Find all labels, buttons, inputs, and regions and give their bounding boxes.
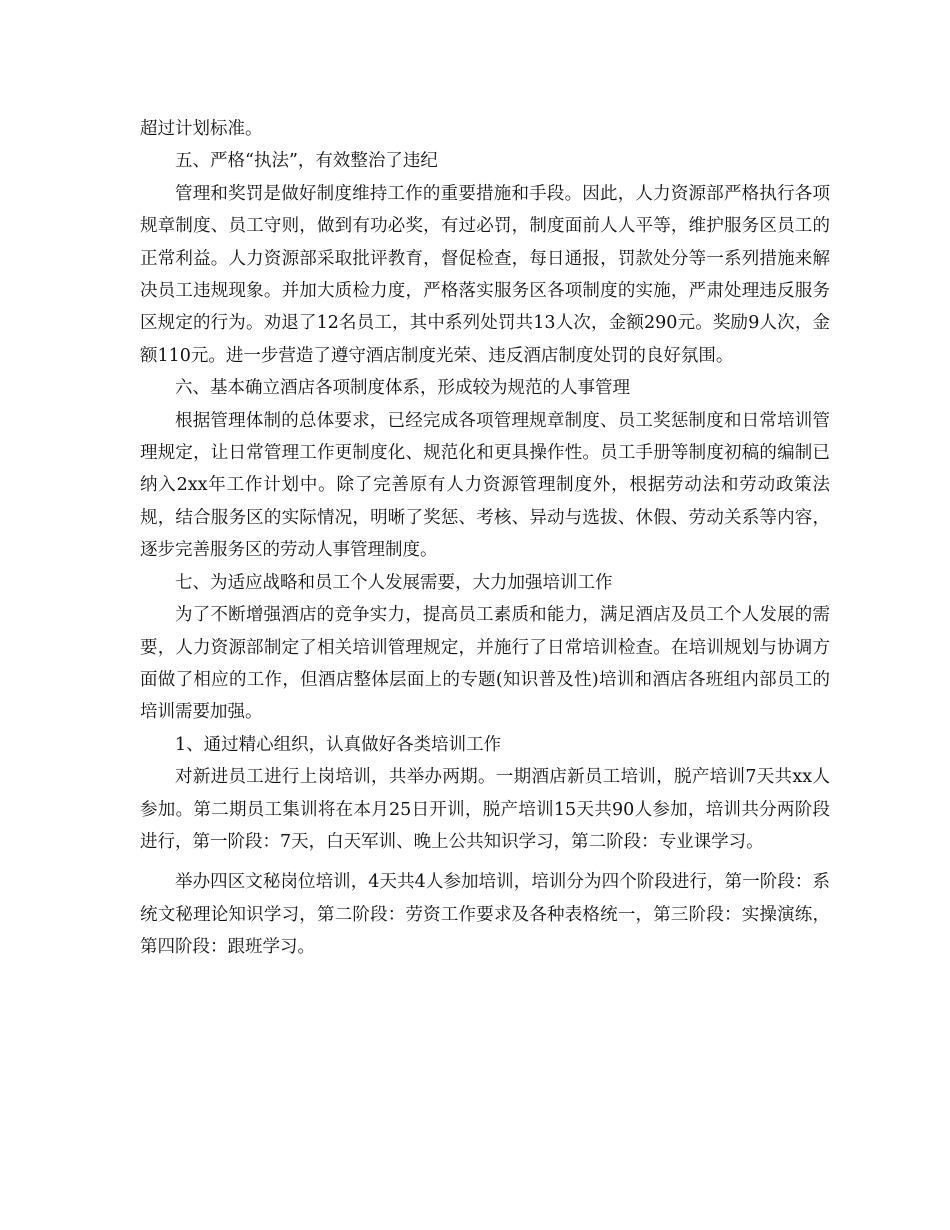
paragraph-secretary: 举办四区文秘岗位培训，4天共4人参加培训，培训分为四个阶段进行，第一阶段：系统文秘理论知识学习，第二阶段：劳资工作要求及各种表格统一，第三阶段：实操演练，第四阶段：跟班学习。 bbox=[140, 872, 830, 958]
paragraph-new-staff: 对新进员工进行上岗培训，共举办两期。一期酒店新员工培训，脱产培训7天共xx人参加。第二期员工集训将在本月25日开训，脱产培训15天共90人参加，培训共分两阶段进行，第一阶段：7天，白天军训、晚上公共知识学习，第二阶段：专业课学习。 bbox=[140, 767, 830, 852]
paragraph-continuation: 超过计划标准。 bbox=[140, 119, 263, 139]
section-heading-5: 五、严格“执法”，有效整治了违纪 bbox=[175, 151, 438, 172]
document-body bbox=[140, 113, 830, 964]
section-heading-6: 六、基本确立酒店各项制度体系，形成较为规范的人事管理 bbox=[175, 378, 630, 399]
paragraph-discipline: 管理和奖罚是做好制度维持工作的重要措施和手段。因此，人力资源部严格执行各项规章制度、员工守则，做到有功必奖，有过必罚，制度面前人人平等，维护服务区员工的正常利益。人力资源部采取批评教育，督促检查，每日通报，罚款处分等一系列措施来解决员工违规现象。并加大质检力度，严格落实服务区各项制度的实施，严肃处理违反服务区规定的行为。劝退了12名员工，其中系列处罚共13人次，金额290元。奖励9人次，金额110元。进一步营造了遵守酒店制度光荣、违反酒店制度处罚的良好氛围。 bbox=[140, 183, 830, 366]
section-heading-7: 七、为适应战略和员工个人发展需要，大力加强培训工作 bbox=[175, 572, 613, 593]
subsection-heading-1: 1、通过精心组织，认真做好各类培训工作 bbox=[175, 734, 502, 755]
paragraph-training: 为了不断增强酒店的竞争实力，提高员工素质和能力，满足酒店及员工个人发展的需要，人力资源部制定了相关培训管理规定，并施行了日常培训检查。在培训规划与协调方面做了相应的工作，但酒店整体层面上的专题(知识普及性)培训和酒店各班组内部员工的培训需要加强。 bbox=[140, 605, 830, 723]
paragraph-system: 根据管理体制的总体要求，已经完成各项管理规章制度、员工奖惩制度和日常培训管理规定，让日常管理工作更制度化、规范化和更具操作性。员工手册等制度初稿的编制已纳入2xx年工作计划中。除了完善原有人力资源管理制度外，根据劳动法和劳动政策法规，结合服务区的实际情况，明晰了奖惩、考核、异动与选拔、休假、劳动关系等内容，逐步完善服务区的劳动人事管理制度。 bbox=[140, 410, 830, 561]
